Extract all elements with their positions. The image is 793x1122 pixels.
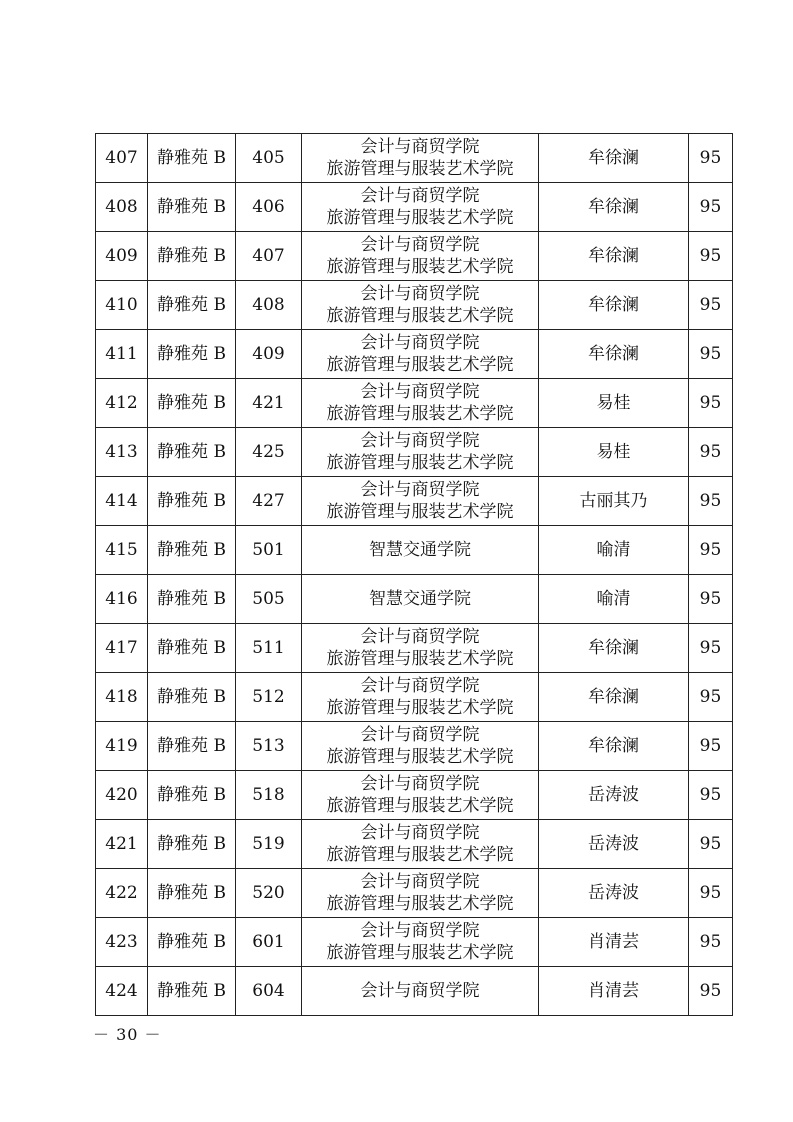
college-line-1: 会计与商贸学院	[360, 774, 480, 794]
college-line-1: 会计与商贸学院	[360, 431, 480, 451]
building-cell: 静雅苑 B	[148, 575, 236, 624]
college-line-1: 会计与商贸学院	[360, 284, 480, 304]
college-cell	[302, 673, 539, 722]
person-cell: 易桂	[539, 428, 689, 477]
building-cell: 静雅苑 B	[148, 673, 236, 722]
person-cell: 牟徐澜	[539, 134, 689, 183]
college-cell	[302, 477, 539, 526]
building-cell: 静雅苑 B	[148, 820, 236, 869]
college-line-1: 会计与商贸学院	[360, 872, 480, 892]
building-cell: 静雅苑 B	[148, 869, 236, 918]
dormitory-table	[95, 133, 733, 1016]
college-line-2: 旅游管理与服装艺术学院	[326, 796, 514, 816]
room-cell: 406	[236, 183, 302, 232]
college-cell	[302, 771, 539, 820]
row-number-cell: 417	[96, 624, 148, 673]
college-cell	[302, 330, 539, 379]
room-cell: 407	[236, 232, 302, 281]
score-cell: 95	[689, 869, 733, 918]
room-cell: 408	[236, 281, 302, 330]
college-line-2: 旅游管理与服装艺术学院	[326, 845, 514, 865]
room-cell: 505	[236, 575, 302, 624]
row-number-cell: 411	[96, 330, 148, 379]
table-row	[96, 624, 733, 673]
college-line-2: 旅游管理与服装艺术学院	[326, 453, 514, 473]
building-cell: 静雅苑 B	[148, 281, 236, 330]
table-row	[96, 134, 733, 183]
table-row	[96, 477, 733, 526]
college-cell	[302, 183, 539, 232]
college-line-2: 旅游管理与服装艺术学院	[326, 698, 514, 718]
row-number-cell: 424	[96, 967, 148, 1016]
room-cell: 409	[236, 330, 302, 379]
college-line-1: 会计与商贸学院	[360, 676, 480, 696]
person-cell: 易桂	[539, 379, 689, 428]
college-line-2: 旅游管理与服装艺术学院	[326, 404, 514, 424]
person-cell: 牟徐澜	[539, 183, 689, 232]
score-cell: 95	[689, 281, 733, 330]
building-cell: 静雅苑 B	[148, 967, 236, 1016]
score-cell: 95	[689, 330, 733, 379]
table-row	[96, 379, 733, 428]
table-row	[96, 820, 733, 869]
room-cell: 421	[236, 379, 302, 428]
person-cell: 岳涛波	[539, 820, 689, 869]
building-cell: 静雅苑 B	[148, 428, 236, 477]
table-row	[96, 722, 733, 771]
college-cell	[302, 918, 539, 967]
table-row	[96, 428, 733, 477]
score-cell: 95	[689, 820, 733, 869]
table-body	[96, 134, 733, 1016]
score-cell: 95	[689, 232, 733, 281]
row-number-cell: 418	[96, 673, 148, 722]
row-number-cell: 408	[96, 183, 148, 232]
college-line-1: 会计与商贸学院	[360, 480, 480, 500]
college-line-1: 会计与商贸学院	[360, 921, 480, 941]
room-cell: 511	[236, 624, 302, 673]
college-line-1: 会计与商贸学院	[360, 627, 480, 647]
college-line-2: 旅游管理与服装艺术学院	[326, 502, 514, 522]
college-line-1: 会计与商贸学院	[360, 725, 480, 745]
building-cell: 静雅苑 B	[148, 330, 236, 379]
building-cell: 静雅苑 B	[148, 526, 236, 575]
college-cell	[302, 428, 539, 477]
building-cell: 静雅苑 B	[148, 477, 236, 526]
table-row	[96, 183, 733, 232]
score-cell: 95	[689, 771, 733, 820]
person-cell: 牟徐澜	[539, 232, 689, 281]
room-cell: 519	[236, 820, 302, 869]
college-cell	[302, 134, 539, 183]
table-row	[96, 575, 733, 624]
row-number-cell: 416	[96, 575, 148, 624]
score-cell: 95	[689, 477, 733, 526]
table-row	[96, 967, 733, 1016]
building-cell: 静雅苑 B	[148, 771, 236, 820]
table-row	[96, 526, 733, 575]
table-row	[96, 330, 733, 379]
college-cell	[302, 624, 539, 673]
college-line-2: 旅游管理与服装艺术学院	[326, 306, 514, 326]
score-cell: 95	[689, 673, 733, 722]
person-cell: 牟徐澜	[539, 722, 689, 771]
row-number-cell: 410	[96, 281, 148, 330]
score-cell: 95	[689, 428, 733, 477]
room-cell: 512	[236, 673, 302, 722]
room-cell: 520	[236, 869, 302, 918]
room-cell: 513	[236, 722, 302, 771]
college-line-2: 旅游管理与服装艺术学院	[326, 649, 514, 669]
room-cell: 427	[236, 477, 302, 526]
college-line-1: 会计与商贸学院	[360, 235, 480, 255]
building-cell: 静雅苑 B	[148, 232, 236, 281]
person-cell: 肖清芸	[539, 918, 689, 967]
row-number-cell: 423	[96, 918, 148, 967]
row-number-cell: 413	[96, 428, 148, 477]
college-cell	[302, 575, 539, 624]
table-row	[96, 771, 733, 820]
row-number-cell: 409	[96, 232, 148, 281]
room-cell: 601	[236, 918, 302, 967]
college-line-1: 智慧交通学院	[369, 589, 471, 609]
building-cell: 静雅苑 B	[148, 624, 236, 673]
college-line-1: 会计与商贸学院	[360, 186, 480, 206]
row-number-cell: 421	[96, 820, 148, 869]
college-line-2: 旅游管理与服装艺术学院	[326, 208, 514, 228]
college-line-1: 会计与商贸学院	[360, 333, 480, 353]
row-number-cell: 422	[96, 869, 148, 918]
row-number-cell: 412	[96, 379, 148, 428]
college-line-1: 智慧交通学院	[369, 540, 471, 560]
college-line-1: 会计与商贸学院	[360, 137, 480, 157]
row-number-cell: 414	[96, 477, 148, 526]
score-cell: 95	[689, 722, 733, 771]
college-line-2: 旅游管理与服装艺术学院	[326, 943, 514, 963]
college-cell	[302, 967, 539, 1016]
room-cell: 405	[236, 134, 302, 183]
building-cell: 静雅苑 B	[148, 918, 236, 967]
table-row	[96, 232, 733, 281]
score-cell: 95	[689, 918, 733, 967]
college-line-2: 旅游管理与服装艺术学院	[326, 355, 514, 375]
person-cell: 牟徐澜	[539, 330, 689, 379]
college-line-2: 旅游管理与服装艺术学院	[326, 159, 514, 179]
college-line-1: 会计与商贸学院	[360, 981, 480, 1001]
college-cell	[302, 526, 539, 575]
room-cell: 518	[236, 771, 302, 820]
score-cell: 95	[689, 379, 733, 428]
table-row	[96, 673, 733, 722]
person-cell: 喻清	[539, 575, 689, 624]
score-cell: 95	[689, 134, 733, 183]
person-cell: 岳涛波	[539, 869, 689, 918]
college-cell	[302, 869, 539, 918]
college-cell	[302, 281, 539, 330]
score-cell: 95	[689, 183, 733, 232]
building-cell: 静雅苑 B	[148, 722, 236, 771]
college-line-2: 旅游管理与服装艺术学院	[326, 894, 514, 914]
building-cell: 静雅苑 B	[148, 134, 236, 183]
score-cell: 95	[689, 526, 733, 575]
room-cell: 501	[236, 526, 302, 575]
building-cell: 静雅苑 B	[148, 183, 236, 232]
row-number-cell: 407	[96, 134, 148, 183]
row-number-cell: 419	[96, 722, 148, 771]
person-cell: 古丽其乃	[539, 477, 689, 526]
college-line-1: 会计与商贸学院	[360, 382, 480, 402]
person-cell: 牟徐澜	[539, 281, 689, 330]
row-number-cell: 415	[96, 526, 148, 575]
room-cell: 425	[236, 428, 302, 477]
college-cell	[302, 722, 539, 771]
score-cell: 95	[689, 624, 733, 673]
row-number-cell: 420	[96, 771, 148, 820]
table-row	[96, 869, 733, 918]
page-number: － 30 －	[93, 1025, 162, 1044]
college-line-2: 旅游管理与服装艺术学院	[326, 257, 514, 277]
person-cell: 牟徐澜	[539, 624, 689, 673]
college-line-2: 旅游管理与服装艺术学院	[326, 747, 514, 767]
college-cell	[302, 820, 539, 869]
table-row	[96, 918, 733, 967]
college-cell	[302, 379, 539, 428]
score-cell: 95	[689, 575, 733, 624]
room-cell: 604	[236, 967, 302, 1016]
person-cell: 喻清	[539, 526, 689, 575]
person-cell: 肖清芸	[539, 967, 689, 1016]
college-line-1: 会计与商贸学院	[360, 823, 480, 843]
college-cell	[302, 232, 539, 281]
person-cell: 岳涛波	[539, 771, 689, 820]
table-row	[96, 281, 733, 330]
score-cell: 95	[689, 967, 733, 1016]
building-cell: 静雅苑 B	[148, 379, 236, 428]
person-cell: 牟徐澜	[539, 673, 689, 722]
